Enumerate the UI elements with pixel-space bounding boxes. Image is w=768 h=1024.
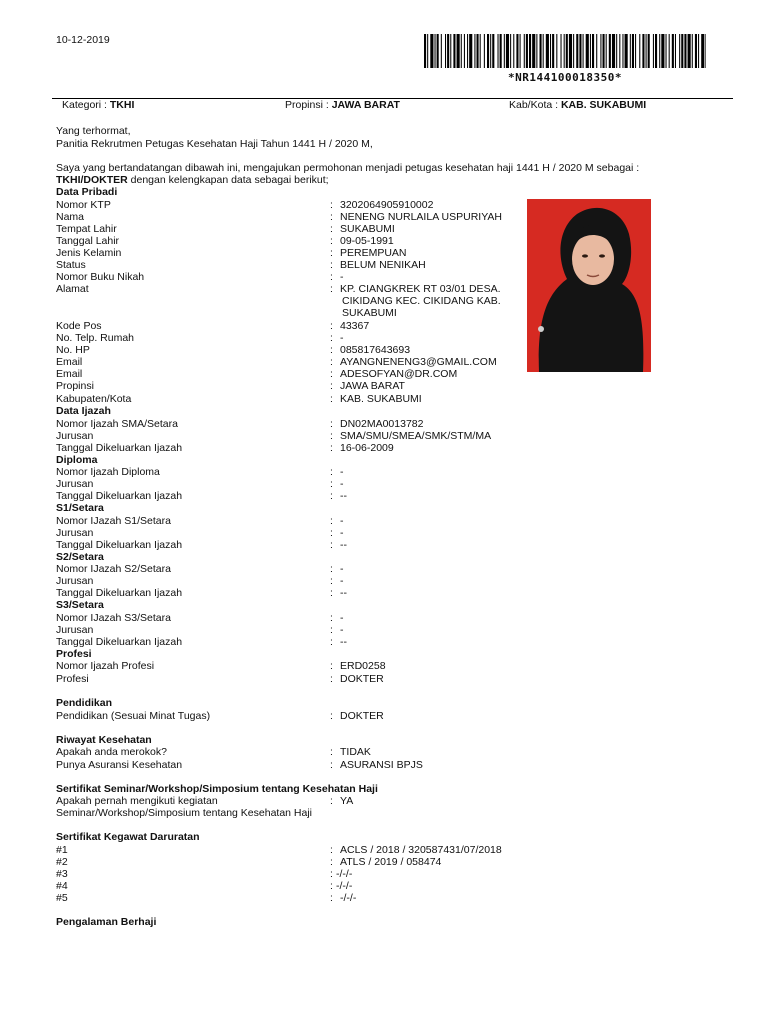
section-sertifikat-seminar: Sertifikat Seminar/Workshop/Simposium tentang Kesehatan Haji — [56, 783, 378, 795]
barcode — [424, 34, 706, 68]
intro-text: Saya yang bertandatangan dibawah ini, mengajukan permohonan menjadi petugas kesehatan haji 1441 H / 2020 M sebagai : — [56, 162, 640, 174]
propinsi-value: JAWA BARAT — [331, 99, 400, 111]
section-data-pribadi: Data Pribadi — [56, 186, 118, 198]
section-profesi: Profesi — [56, 648, 92, 660]
kategori-value: TKHI — [109, 99, 135, 111]
section-s2: S2/Setara — [56, 551, 104, 563]
section-s1: S1/Setara — [56, 502, 104, 514]
section-diploma: Diploma — [56, 454, 98, 466]
section-data-ijazah: Data Ijazah — [56, 405, 111, 417]
propinsi-header: Propinsi : JAWA BARAT — [285, 99, 400, 111]
greeting: Yang terhormat, — [56, 125, 131, 137]
section-riwayat-kesehatan: Riwayat Kesehatan — [56, 734, 152, 746]
header-rule — [52, 98, 733, 99]
section-pendidikan: Pendidikan — [56, 697, 113, 709]
applicant-photo — [527, 199, 651, 372]
barcode-number: *NR144100018350* — [508, 71, 622, 84]
kabkota-value: KAB. SUKABUMI — [560, 99, 647, 111]
recipient: Panitia Rekrutmen Petugas Kesehatan Haji Tahun 1441 H / 2020 M, — [56, 138, 373, 150]
role-line: TKHI/DOKTER dengan kelengkapan data sebagai berikut; — [56, 174, 329, 186]
section-s3: S3/Setara — [56, 599, 104, 611]
section-sertifikat-kegawat: Sertifikat Kegawat Daruratan — [56, 831, 200, 843]
document-date: 10-12-2019 — [56, 34, 110, 46]
section-pengalaman-berhaji: Pengalaman Berhaji — [56, 916, 157, 928]
role: TKHI/DOKTER — [56, 174, 128, 186]
kategori-header: Kategori : TKHI — [62, 99, 135, 111]
kabkota-header: Kab/Kota : KAB. SUKABUMI — [509, 99, 647, 111]
